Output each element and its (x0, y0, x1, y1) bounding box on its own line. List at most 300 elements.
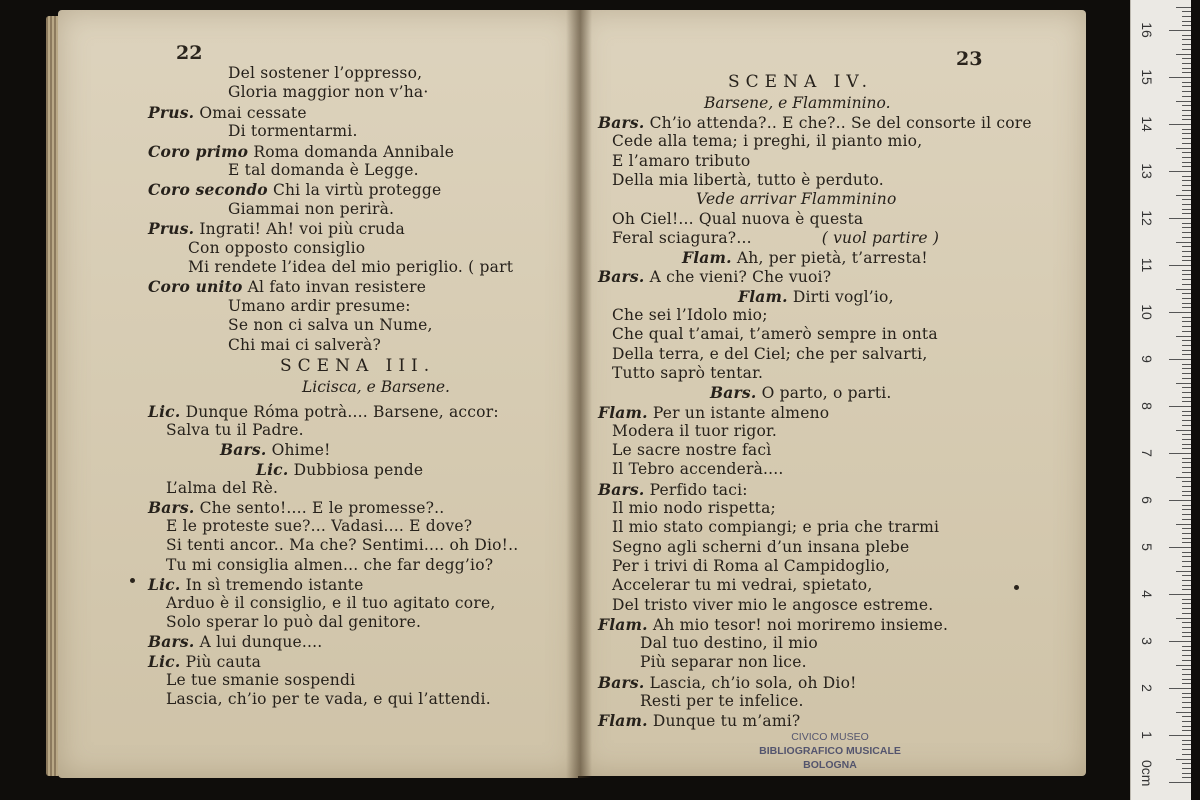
ruler-tick (1182, 270, 1191, 271)
ruler-label: 3 (1139, 637, 1155, 645)
ruler-tick (1182, 119, 1191, 120)
speaker-name: Bars. (598, 113, 645, 132)
verse-line (612, 518, 939, 536)
verse-line (598, 403, 829, 422)
verse-text: Dunque tu m’ami? (652, 712, 801, 731)
ruler-tick (1182, 91, 1191, 92)
ruler-label: 14 (1139, 116, 1155, 132)
ruler-tick (1182, 213, 1191, 214)
verse-text: Le sacre nostre facì (612, 441, 772, 460)
verse-line (640, 634, 818, 652)
verse-line (166, 613, 421, 631)
ruler-tick (1182, 86, 1191, 87)
ruler-tick (1182, 68, 1191, 69)
verse-text: Omai cessate (199, 103, 307, 122)
ruler-tick (1182, 11, 1191, 12)
verse-text: Dirti vogl’io, (792, 287, 894, 306)
verse-line (148, 103, 307, 122)
ruler-tick (1182, 481, 1191, 482)
verse-line (640, 653, 807, 671)
ruler-tick (1182, 129, 1191, 130)
verse-line (148, 142, 454, 161)
ruler-tick (1182, 486, 1191, 487)
ruler-tick (1182, 317, 1191, 318)
ruler-tick (1182, 246, 1191, 247)
ruler-tick (1182, 627, 1191, 628)
verse-line (166, 556, 493, 574)
verse-line (228, 83, 428, 101)
speaker-name: Bars. (598, 672, 645, 692)
ruler-tick (1176, 712, 1191, 713)
verse-text: Si tenti ancor.. Ma che? Sentimi.... oh Dio!.. (166, 536, 519, 555)
verse-text: Roma domanda Annibale (253, 142, 455, 161)
library-stamp (740, 730, 920, 772)
verse-text: E le proteste sue?... Vadasi.... E dove? (166, 517, 473, 536)
verse-line (612, 596, 933, 614)
ruler-tick (1182, 185, 1191, 186)
ruler-tick (1182, 378, 1191, 379)
verse-text: Tutto saprò tentar. (612, 363, 764, 382)
ruler-tick (1182, 133, 1191, 134)
ruler-tick (1182, 763, 1191, 764)
verse-text: A lui dunque.... (199, 633, 323, 652)
speaker-name: Prus. (148, 219, 195, 239)
verse-text: Lascia, ch’io per te vada, e qui l’attendi. (166, 690, 491, 708)
ruler-tick (1169, 782, 1191, 783)
ruler-tick (1169, 265, 1191, 266)
ruler-tick (1182, 655, 1191, 656)
ruler-tick (1182, 636, 1191, 637)
ruler-label: 9 (1139, 355, 1155, 363)
verse-line (612, 557, 890, 575)
ruler-tick (1182, 227, 1191, 228)
speaker-name: Lic. (148, 574, 181, 594)
ruler-tick (1182, 721, 1191, 722)
ruler-tick (1176, 148, 1191, 149)
ruler-tick (1176, 101, 1191, 102)
ink-speck (130, 578, 135, 583)
speaker-name: Bars. (598, 267, 645, 287)
ruler-tick (1182, 462, 1191, 463)
verse-line (228, 297, 411, 315)
speaker-name: Flam. (598, 402, 648, 422)
ruler-tick (1182, 345, 1191, 346)
ruler-tick (1169, 500, 1191, 501)
right-page (578, 10, 1086, 776)
verse-line (148, 498, 444, 517)
ruler-tick (1182, 505, 1191, 506)
ruler-tick (1182, 434, 1191, 435)
ruler-tick (1182, 768, 1191, 769)
ruler-tick (1182, 307, 1191, 308)
verse-text: E l’amaro tributo (612, 151, 751, 170)
ruler-tick (1169, 688, 1191, 689)
ruler-tick (1182, 632, 1191, 633)
ruler-tick (1182, 237, 1191, 238)
ruler-tick (1182, 650, 1191, 651)
ruler-tick (1169, 594, 1191, 595)
speaker-name: Bars. (710, 383, 757, 403)
verse-text: Della mia libertà, tutto è perduto. (612, 170, 884, 189)
verse-text: Tu mi consiglia almen... che far degg’io? (166, 555, 494, 574)
verse-text: Feral sciagura?... (612, 228, 752, 247)
verse-line (148, 219, 405, 238)
verse-text: Gloria maggior non v’ha· (228, 83, 429, 102)
verse-text: Ch’io attenda?.. E che?.. Se del consorte il core (649, 114, 1032, 132)
ruler-tick (1169, 735, 1191, 736)
ruler-tick (1182, 425, 1191, 426)
ruler-tick (1176, 759, 1191, 760)
verse-line (166, 479, 278, 497)
ruler-tick (1176, 618, 1191, 619)
ruler-tick (1182, 777, 1191, 778)
verse-text: Ingrati! Ah! voi più cruda (199, 220, 405, 239)
ruler-tick (1182, 284, 1191, 285)
verse-line (166, 594, 495, 612)
speaker-name: Bars. (148, 498, 195, 517)
page-number-left: 22 (176, 42, 203, 64)
ruler-label: 11 (1139, 257, 1155, 273)
verse-line (598, 673, 857, 692)
ruler-tick (1182, 660, 1191, 661)
ruler-tick (1182, 608, 1191, 609)
verse-text: Accelerar tu mi vedrai, spietato, (612, 576, 873, 595)
verse-line (612, 325, 938, 343)
ruler-tick (1169, 218, 1191, 219)
ruler-label: 4 (1139, 590, 1155, 598)
ruler-tick (1182, 44, 1191, 45)
verse-text: Il mio stato compiangi; e pria che trarmi (612, 518, 940, 537)
ruler-label: 16 (1139, 22, 1155, 38)
verse-text: Al fato invan resistere (247, 278, 427, 297)
verse-text: Di tormentarmi. (228, 122, 358, 141)
verse-line (640, 692, 804, 710)
verse-text: Giammai non perirà. (228, 199, 395, 218)
ruler-tick (1182, 740, 1191, 741)
verse-line (696, 190, 896, 208)
verse-line (612, 364, 763, 382)
verse-line (612, 441, 771, 459)
ruler-tick (1182, 556, 1191, 557)
ruler-tick (1182, 622, 1191, 623)
speaker-name: Bars. (598, 479, 645, 499)
ruler-tick (1182, 392, 1191, 393)
verse-text: In sì tremendo istante (185, 575, 364, 594)
verse-line (598, 711, 800, 730)
ruler-tick (1182, 444, 1191, 445)
speaker-name: Bars. (220, 440, 267, 460)
ruler-tick (1182, 697, 1191, 698)
ruler-tick (1169, 312, 1191, 313)
ruler-tick (1182, 495, 1191, 496)
verse-line (148, 277, 426, 296)
ruler-tick (1182, 279, 1191, 280)
ruler-tick (1176, 524, 1191, 525)
speaker-name: Lic. (148, 651, 181, 671)
verse-line (612, 345, 927, 363)
speaker-name: Flam. (598, 711, 648, 731)
speaker-name: Prus. (148, 102, 195, 122)
ruler-label: 6 (1139, 496, 1155, 504)
ruler-tick (1182, 105, 1191, 106)
verse-line (148, 402, 499, 421)
verse-line (148, 575, 363, 594)
ruler-tick (1182, 180, 1191, 181)
ruler-tick (1182, 420, 1191, 421)
verse-text: Cede alla tema; i preghi, il pianto mio, (612, 132, 923, 151)
verse-text: Il mio nodo rispetta; (612, 499, 776, 517)
ruler-tick (1169, 406, 1191, 407)
verse-line (612, 229, 939, 247)
ruler-tick (1169, 171, 1191, 172)
ruler-tick (1182, 561, 1191, 562)
ruler-tick (1176, 7, 1191, 8)
stamp-line-3: BOLOGNA (803, 759, 857, 771)
ruler-label: 13 (1139, 163, 1155, 179)
verse-text: Che qual t’amai, t’amerò sempre in onta (612, 325, 938, 344)
verse-text: Del tristo viver mio le angosce estreme. (612, 595, 934, 614)
verse-text: Del sostener l’oppresso, (228, 64, 423, 82)
ruler-tick (1182, 397, 1191, 398)
ruler-tick (1182, 58, 1191, 59)
ruler-tick (1182, 603, 1191, 604)
verse-line (710, 383, 892, 402)
ruler-label: 8 (1139, 402, 1155, 410)
ruler-tick (1182, 589, 1191, 590)
speaker-name: Flam. (682, 248, 732, 268)
ruler-tick (1182, 21, 1191, 22)
ruler-tick (1182, 448, 1191, 449)
ruler-tick (1182, 96, 1191, 97)
ruler-tick (1182, 528, 1191, 529)
verse-line (598, 267, 831, 286)
verse-line (612, 538, 909, 556)
ruler-label: 1 (1139, 731, 1155, 739)
ruler-label: 15 (1139, 69, 1155, 85)
ruler-tick (1176, 195, 1191, 196)
verse-line (612, 210, 863, 228)
ruler-tick (1182, 415, 1191, 416)
ruler-tick (1182, 364, 1191, 365)
ruler-tick (1182, 707, 1191, 708)
ruler-tick (1182, 256, 1191, 257)
ruler-tick (1176, 383, 1191, 384)
verse-text: Resti per te infelice. (640, 692, 804, 710)
ruler-tick (1182, 152, 1191, 153)
ruler-tick (1182, 744, 1191, 745)
verse-line (228, 316, 433, 334)
verse-line (598, 113, 1032, 132)
ruler-tick (1182, 190, 1191, 191)
ruler-tick (1176, 242, 1191, 243)
verse-line (738, 287, 894, 306)
verse-text: Arduo è il consiglio, e il tuo agitato core, (166, 594, 496, 612)
ruler-tick (1182, 166, 1191, 167)
ruler-tick (1182, 552, 1191, 553)
verse-line (228, 161, 419, 179)
ruler-label: 0cm (1139, 760, 1155, 787)
verse-text: Più cauta (185, 652, 262, 671)
ruler-tick (1182, 49, 1191, 50)
verse-text: Dunque Róma potrà.... Barsene, accor: (185, 403, 499, 421)
verse-text: Umano ardir presume: (228, 296, 411, 315)
ruler-tick (1182, 646, 1191, 647)
ruler-tick (1182, 533, 1191, 534)
verse-text: Se non ci salva un Nume, (228, 316, 433, 335)
verse-text: Lascia, ch’io sola, oh Dio! (649, 673, 857, 692)
verse-line (612, 499, 776, 517)
verse-line (228, 200, 394, 218)
speaker-name: Coro unito (148, 277, 243, 297)
ruler-tick (1182, 293, 1191, 294)
ruler-tick (1182, 730, 1191, 731)
ruler-tick (1182, 679, 1191, 680)
ruler-tick (1182, 401, 1191, 402)
scene-characters-right: Barsene, e Flamminino. (704, 94, 891, 112)
ruler-tick (1169, 359, 1191, 360)
verse-line (148, 652, 261, 671)
ruler-tick (1182, 223, 1191, 224)
stage-direction: Vede arrivar Flamminino (696, 190, 897, 209)
ruler-tick (1182, 669, 1191, 670)
verse-text: Per i trivi di Roma al Campidoglio, (612, 556, 891, 575)
verse-line (612, 132, 922, 150)
speaker-name: Lic. (148, 402, 181, 421)
speaker-name: Flam. (598, 614, 648, 634)
verse-text: Le tue smanie sospendi (166, 670, 356, 689)
ruler-tick (1182, 298, 1191, 299)
verse-text: Modera il tuor rigor. (612, 421, 778, 440)
verse-text: Dal tuo destino, il mio (640, 634, 818, 653)
verse-text: E tal domanda è Legge. (228, 161, 419, 179)
verse-line (612, 306, 768, 324)
ruler-tick (1182, 749, 1191, 750)
verse-line (166, 517, 472, 535)
ruler-tick (1182, 773, 1191, 774)
verse-text: Che sei l’Idolo mio; (612, 306, 768, 324)
ruler-tick (1176, 477, 1191, 478)
ruler-tick (1176, 336, 1191, 337)
ruler-label: 10 (1139, 304, 1155, 320)
ruler-tick (1182, 303, 1191, 304)
ruler-label: 7 (1139, 449, 1155, 457)
ruler-tick (1182, 321, 1191, 322)
verse-text: Perfido taci: (649, 480, 748, 499)
stamp-line-1: CIVICO MUSEO (791, 731, 869, 743)
ruler-tick (1182, 458, 1191, 459)
verse-text: Della terra, e del Ciel; che per salvarti, (612, 344, 928, 363)
ruler-tick (1182, 204, 1191, 205)
verse-line (612, 576, 872, 594)
ruler-tick (1182, 514, 1191, 515)
ruler-tick (1182, 354, 1191, 355)
ruler-tick (1182, 387, 1191, 388)
ruler-tick (1182, 575, 1191, 576)
ruler-tick (1182, 726, 1191, 727)
verse-text: Ah mio tesor! noi moriremo insieme. (652, 615, 949, 634)
page-number-right: 23 (956, 48, 983, 70)
scene-title-right: SCENA IV. (728, 72, 874, 92)
verse-text: L’alma del Rè. (166, 478, 279, 497)
ruler-tick (1182, 274, 1191, 275)
verse-text: Oh Ciel!... Qual nuova è questa (612, 209, 864, 228)
verse-line (256, 460, 423, 479)
ruler-tick (1182, 585, 1191, 586)
ruler-tick (1182, 538, 1191, 539)
left-page (58, 10, 578, 778)
verse-line (598, 615, 948, 634)
ruler-tick (1182, 260, 1191, 261)
ruler-tick (1169, 453, 1191, 454)
ruler-tick (1169, 77, 1191, 78)
ruler-tick (1182, 350, 1191, 351)
verse-line (228, 336, 381, 354)
ruler-tick (1182, 143, 1191, 144)
ruler-tick (1182, 251, 1191, 252)
measurement-ruler (1130, 0, 1191, 800)
ruler-tick (1182, 472, 1191, 473)
verse-line (188, 258, 513, 276)
ruler-tick (1182, 16, 1191, 17)
ruler-tick (1176, 289, 1191, 290)
ruler-tick (1169, 547, 1191, 548)
ruler-tick (1169, 641, 1191, 642)
verse-line (612, 171, 884, 189)
ruler-tick (1182, 373, 1191, 374)
verse-line (612, 422, 777, 440)
verse-text: Segno agli scherni d’un insana plebe (612, 537, 910, 556)
verse-line (612, 152, 750, 170)
speaker-name: Coro secondo (148, 180, 268, 200)
speaker-name: Lic. (256, 459, 289, 479)
ruler-tick (1169, 124, 1191, 125)
ruler-tick (1182, 138, 1191, 139)
ruler-tick (1182, 693, 1191, 694)
scene-characters-left: Licisca, e Barsene. (302, 378, 450, 396)
verse-line (148, 180, 441, 199)
ruler-tick (1182, 326, 1191, 327)
ink-speck (1014, 585, 1019, 590)
stage-direction: ( vuol partire ) (821, 228, 940, 247)
ruler-tick (1182, 82, 1191, 83)
verse-text: O parto, o parti. (761, 384, 892, 403)
verse-text: Con opposto consiglio (188, 238, 366, 257)
ruler-tick (1169, 30, 1191, 31)
ruler-tick (1182, 674, 1191, 675)
speaker-name: Flam. (738, 286, 788, 306)
ruler-tick (1182, 39, 1191, 40)
ruler-tick (1182, 232, 1191, 233)
verse-line (228, 122, 358, 140)
ruler-tick (1182, 439, 1191, 440)
verse-line (682, 248, 928, 267)
ruler-tick (1182, 599, 1191, 600)
verse-text: Che sento!.... E le promesse?.. (199, 499, 445, 517)
ruler-tick (1182, 509, 1191, 510)
ruler-tick (1182, 340, 1191, 341)
ruler-tick (1182, 199, 1191, 200)
ruler-tick (1176, 54, 1191, 55)
verse-text: A che vieni? Che vuoi? (649, 268, 832, 287)
ruler-tick (1182, 35, 1191, 36)
ruler-tick (1182, 566, 1191, 567)
verse-line (166, 421, 304, 439)
speaker-name: Coro primo (148, 141, 249, 161)
verse-line (220, 440, 331, 459)
ruler-tick (1182, 491, 1191, 492)
verse-text: Mi rendete l’idea del mio periglio. ( part (188, 258, 514, 276)
ruler-tick (1182, 63, 1191, 64)
